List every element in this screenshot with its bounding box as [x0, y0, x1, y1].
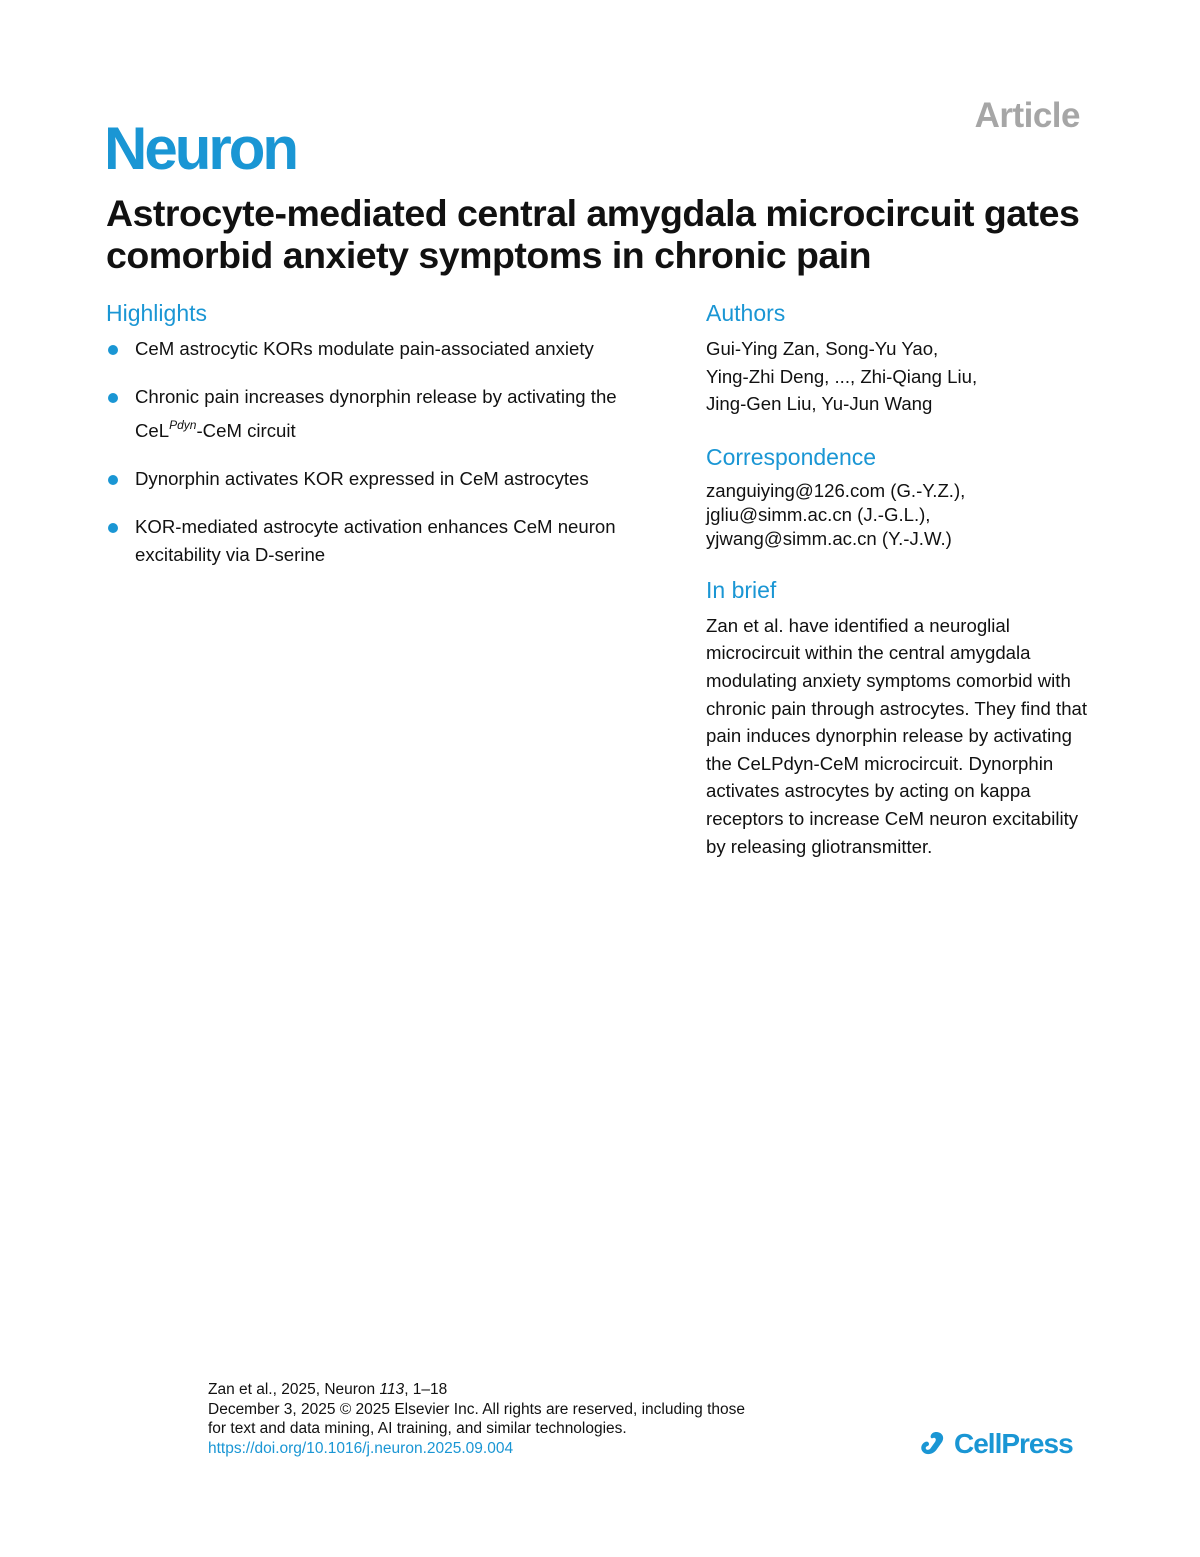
in-brief-text: Zan et al. have identified a neuroglial microcircuit within the central amygdala modulating anxiety symptoms comorbid with chronic pain through astrocytes. They find that pain induces dynorphin release by activating the CeLPdyn-CeM microcircuit. Dynorphin activates astrocytes by acting on kappa receptors to increase CeM neuron excitability by releasing gliotransmitter.: [706, 614, 1088, 857]
highlight-item: Dynorphin activates KOR expressed in CeM astrocytes: [106, 465, 686, 493]
bullet-icon: [108, 393, 118, 403]
highlight-item: CeM astrocytic KORs modulate pain-associated anxiety: [106, 335, 686, 363]
highlight-item: Chronic pain increases dynorphin release by activating the CeL$^{Pdyn}$-CeM circuit: [106, 383, 686, 445]
author-line: Gui-Ying Zan, Song-Yu Yao,: [706, 338, 939, 359]
citation-line: Zan et al., 2025, Neuron 113, 1–18: [208, 1381, 448, 1398]
cellpress-logo: CellPress: [918, 1428, 1073, 1460]
paper-title: Astrocyte-mediated central amygdala microcircuit gates comorbid anxiety symptoms in chronic pain: [106, 192, 1080, 276]
cellpress-logo-icon: [918, 1429, 948, 1459]
bullet-icon: [108, 475, 118, 485]
authors-heading: Authors: [706, 300, 786, 326]
sidebar-info: [706, 300, 1096, 886]
article-type-label: Article: [974, 96, 1080, 135]
copyright-line-2: for text and data mining, AI training, and similar technologies.: [208, 1420, 627, 1437]
highlight-item: KOR-mediated astrocyte activation enhances CeM neuron excitability via D-serine: [106, 513, 686, 569]
bullet-icon: [108, 523, 118, 533]
bullet-icon: [108, 345, 118, 355]
copyright-line: December 3, 2025 © 2025 Elsevier Inc. All rights are reserved, including those: [208, 1400, 745, 1418]
highlights-section: [106, 300, 686, 589]
author-line: Jing-Gen Liu, Yu-Jun Wang: [706, 393, 933, 415]
journal-logo: Neuron: [104, 115, 296, 182]
doi-link[interactable]: https://doi.org/10.1016/j.neuron.2025.09.004: [208, 1439, 514, 1457]
highlights-heading: Highlights: [106, 300, 207, 326]
correspondence-section: [706, 444, 1096, 551]
in-brief-section: [706, 577, 1096, 860]
citation-footer: [208, 1380, 745, 1458]
email-link[interactable]: yjwang@simm.ac.cn (Y.-J.W.): [706, 527, 952, 549]
email-link[interactable]: zanguiying@126.com (G.-Y.Z.),: [706, 479, 966, 501]
author-line: Ying-Zhi Deng, ..., Zhi-Qiang Liu,: [706, 365, 978, 387]
authors-section: [706, 300, 1096, 418]
in-brief-heading: In brief: [706, 576, 777, 603]
email-link[interactable]: jgliu@simm.ac.cn (J.-G.L.),: [706, 503, 931, 525]
highlights-list: [106, 335, 686, 569]
correspondence-heading: Correspondence: [706, 443, 877, 470]
